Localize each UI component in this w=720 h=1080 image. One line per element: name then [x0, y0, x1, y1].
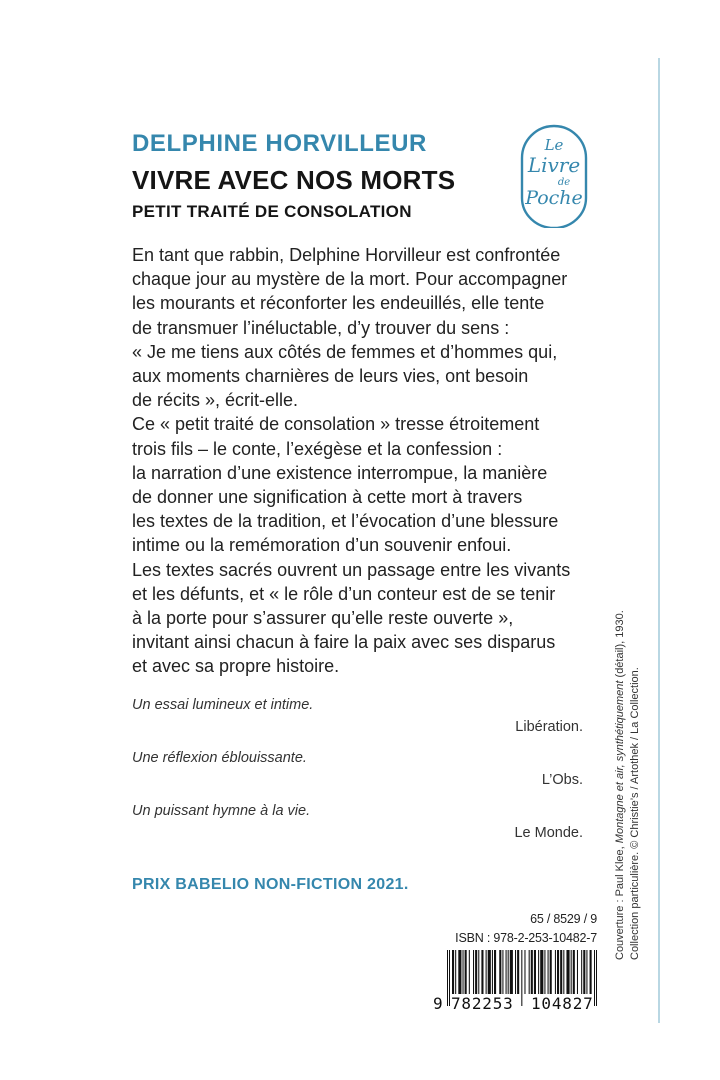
logo-text-poche: Poche	[525, 187, 583, 209]
blurb-line: et les défunts, et « le rôle d’un conteur est de se tenir	[132, 583, 556, 604]
back-cover-blurb	[132, 243, 652, 679]
author-name: DELPHINE HORVILLEUR	[132, 130, 427, 157]
blurb-line: à la porte pour s’assurer qu’elle reste ouverte »,	[132, 608, 514, 629]
review-source: Le Monde.	[514, 825, 583, 841]
blurb-line: la narration d’une existence interrompue, la manière	[132, 462, 548, 483]
isbn-number: ISBN : 978-2-253-10482-7	[455, 931, 597, 945]
blurb-line: Ce « petit traité de consolation » tresse étroitement	[132, 414, 540, 435]
barcode-digits-right: 104827	[531, 994, 594, 1013]
review-quote: Une réflexion éblouissante.	[132, 750, 307, 766]
le-livre-de-poche-logo	[514, 120, 594, 228]
blurb-line: intime ou la remémoration d’un souvenir enfoui.	[132, 535, 512, 556]
blurb-line: les mourants et réconforter les endeuillés, elle tente	[132, 293, 545, 314]
blurb-line: de récits », écrit-elle.	[132, 390, 299, 411]
blurb-line: aux moments charnières de leurs vies, ont besoin	[132, 366, 529, 387]
review-source: L’Obs.	[541, 772, 583, 788]
blurb-line: de transmuer l’inéluctable, d’y trouver du sens :	[132, 317, 510, 338]
blurb-line: les textes de la tradition, et l’évocation d’une blessure	[132, 511, 559, 532]
blurb-line: En tant que rabbin, Delphine Horvilleur est confrontée	[132, 245, 561, 265]
blurb-line: invitant ainsi chacun à faire la paix avec ses disparus	[132, 632, 556, 653]
logo-text-de: de	[557, 177, 571, 188]
edge-line	[658, 58, 660, 1023]
review-quote: Un puissant hymne à la vie.	[132, 803, 311, 819]
barcode-digits-left: 782253	[451, 994, 514, 1013]
blurb-line: de donner une signification à cette mort à travers	[132, 487, 523, 508]
cover-credits	[613, 610, 643, 960]
book-title: VIVRE AVEC NOS MORTS	[132, 165, 456, 195]
logo-text-le: Le	[544, 136, 564, 154]
blurb-line: et avec sa propre histoire.	[132, 656, 340, 677]
credits-line-1: Couverture : Paul Klee, Montagne et air, synthétiquement (détail), 1930.	[614, 610, 626, 960]
prize-award: PRIX BABELIO NON-FICTION 2021.	[132, 876, 409, 893]
book-subtitle: PETIT TRAITÉ DE CONSOLATION	[132, 202, 412, 221]
review-quote: Un essai lumineux et intime.	[132, 697, 314, 713]
blurb-line: trois fils – le conte, l’exégèse et la confession :	[132, 438, 503, 459]
blurb-line: « Je me tiens aux côtés de femmes et d’hommes qui,	[132, 341, 558, 362]
barcode-digit-first: 9	[433, 994, 444, 1013]
logo-text-livre: Livre	[527, 153, 581, 177]
blurb-line: Les textes sacrés ouvrent un passage entre les vivants	[132, 559, 571, 580]
credits-line-2: Collection particulière. © Christie’s / Artothek / La Collection.	[629, 667, 641, 960]
review-source: Libération.	[515, 719, 583, 735]
blurb-line: chaque jour au mystère de la mort. Pour accompagner	[132, 269, 568, 290]
catalog-number: 65 / 8529 / 9	[530, 912, 597, 926]
